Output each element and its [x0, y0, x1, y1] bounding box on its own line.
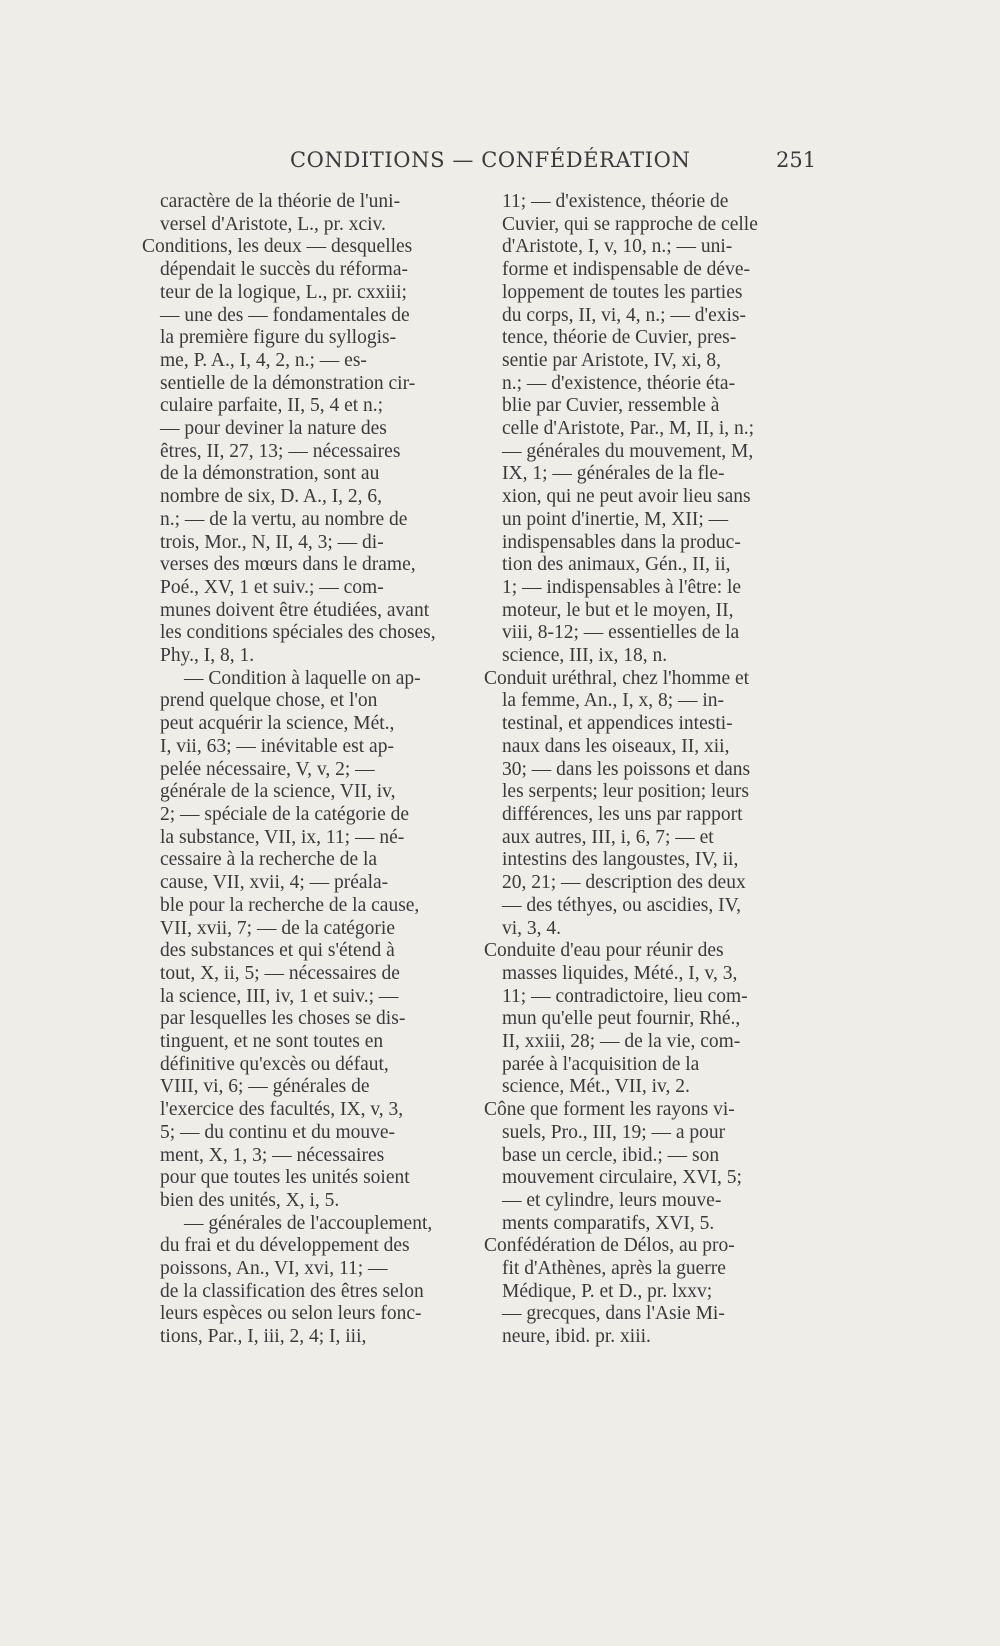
index-line: pour que toutes les unités soient	[160, 1167, 410, 1189]
index-line: suels, Pro., III, 19; — a pour	[502, 1121, 726, 1143]
index-line: versel d'Aristote, L., pr. xciv.	[160, 213, 386, 235]
index-line: par lesquelles les choses se dis-	[160, 1008, 406, 1030]
index-line: aux autres, III, i, 6, 7; — et	[502, 826, 714, 848]
running-head: CONDITIONS — CONFÉDÉRATION	[290, 148, 691, 172]
index-line: science, Mét., VII, iv, 2.	[502, 1076, 690, 1098]
index-entry-start: Conduite d'eau pour réunir des	[484, 940, 724, 962]
index-line: — générales du mouvement, M,	[502, 440, 754, 462]
index-line: sentielle de la démonstration cir-	[160, 372, 416, 394]
index-line: bien des unités, X, i, 5.	[160, 1189, 340, 1211]
index-line: munes doivent être étudiées, avant	[160, 599, 430, 621]
index-line: 11; — contradictoire, lieu com-	[502, 985, 748, 1007]
index-line: celle d'Aristote, Par., M, II, i, n.;	[502, 418, 755, 440]
index-line: n.; — de la vertu, au nombre de	[160, 508, 408, 530]
index-line: êtres, II, 27, 13; — nécessaires	[160, 440, 401, 462]
index-line: culaire parfaite, II, 5, 4 et n.;	[160, 395, 384, 417]
index-line: Cuvier, qui se rapproche de celle	[502, 213, 758, 235]
right-column	[484, 191, 820, 1349]
index-entry-start: Conditions, les deux — desquelles	[142, 236, 413, 258]
index-line: définitive qu'excès ou défaut,	[160, 1053, 389, 1075]
index-line: d'Aristote, I, v, 10, n.; — uni-	[502, 236, 733, 258]
index-line: tout, X, ii, 5; — nécessaires de	[160, 962, 400, 984]
index-line: la substance, VII, ix, 11; — né-	[160, 826, 405, 848]
index-line: des substances et qui s'étend à	[160, 940, 395, 962]
index-line: cause, VII, xvii, 4; — préala-	[160, 872, 389, 894]
index-line: vi, 3, 4.	[502, 917, 562, 939]
index-line: IX, 1; — générales de la fle-	[502, 463, 725, 485]
index-line: tence, théorie de Cuvier, pres-	[502, 327, 737, 349]
index-line: l'exercice des facultés, IX, v, 3,	[160, 1099, 404, 1121]
index-line: les conditions spéciales des choses,	[160, 622, 436, 644]
index-line: indispensables dans la produc-	[502, 531, 741, 553]
index-line: sentie par Aristote, IV, xi, 8,	[502, 349, 721, 371]
index-line: de la classification des êtres selon	[160, 1280, 424, 1302]
index-line: viii, 8-12; — essentielles de la	[502, 622, 740, 644]
index-line: teur de la logique, L., pr. cxxiii;	[160, 281, 407, 303]
index-line: leurs espèces ou selon leurs fonc-	[160, 1303, 422, 1325]
index-line: poissons, An., VI, xvi, 11; —	[160, 1258, 388, 1280]
index-line: testinal, et appendices intesti-	[502, 713, 733, 735]
index-line: peut acquérir la science, Mét.,	[160, 713, 395, 735]
index-line: — et cylindre, leurs mouve-	[502, 1189, 722, 1211]
left-column	[142, 191, 480, 1349]
index-line: dépendait le succès du réforma-	[160, 259, 408, 281]
index-line: prend quelque chose, et l'on	[160, 690, 378, 712]
index-line: forme et indispensable de déve-	[502, 259, 750, 281]
index-line: nombre de six, D. A., I, 2, 6,	[160, 486, 383, 508]
index-line: base un cercle, ibid.; — son	[502, 1144, 720, 1166]
index-line: mun qu'elle peut fournir, Rhé.,	[502, 1008, 741, 1030]
page-header	[0, 148, 1000, 188]
index-line: II, xxiii, 28; — de la vie, com-	[502, 1031, 741, 1053]
index-line: — une des — fondamentales de	[160, 304, 410, 326]
index-line: verses des mœurs dans le drame,	[160, 554, 416, 576]
index-line: ments comparatifs, XVI, 5.	[502, 1212, 715, 1234]
page-number: 251	[776, 148, 817, 172]
index-line: naux dans les oiseaux, II, xii,	[502, 735, 730, 757]
index-line: les serpents; leur position; leurs	[502, 781, 749, 803]
index-line: fit d'Athènes, après la guerre	[502, 1258, 726, 1280]
index-line: mouvement circulaire, XVI, 5;	[502, 1167, 742, 1189]
index-line: VIII, vi, 6; — générales de	[160, 1076, 370, 1098]
index-line: du frai et du développement des	[160, 1235, 410, 1257]
index-line: me, P. A., I, 4, 2, n.; — es-	[160, 349, 367, 371]
index-line: la science, III, iv, 1 et suiv.; —	[160, 985, 399, 1007]
index-line: Médique, P. et D., pr. lxxv;	[502, 1280, 713, 1302]
index-line: ble pour la recherche de la cause,	[160, 894, 420, 916]
index-line: tions, Par., I, iii, 2, 4; I, iii,	[160, 1326, 367, 1348]
index-line: — pour deviner la nature des	[160, 418, 387, 440]
index-line: pelée nécessaire, V, v, 2; —	[160, 758, 375, 780]
index-line: neure, ibid. pr. xiii.	[502, 1326, 651, 1348]
index-line: — Condition à laquelle on ap-	[184, 667, 421, 689]
index-line: un point d'inertie, M, XII; —	[502, 508, 729, 530]
index-line: 1; — indispensables à l'être: le	[502, 576, 742, 598]
index-line: — grecques, dans l'Asie Mi-	[502, 1303, 725, 1325]
index-line: VII, xvii, 7; — de la catégorie	[160, 917, 395, 939]
index-line: de la démonstration, sont au	[160, 463, 380, 485]
index-entry-start: Confédération de Délos, au pro-	[484, 1235, 735, 1257]
index-line: intestins des langoustes, IV, ii,	[502, 849, 739, 871]
index-line: 2; — spéciale de la catégorie de	[160, 803, 410, 825]
index-line: cessaire à la recherche de la	[160, 849, 378, 871]
index-line: la première figure du syllogis-	[160, 327, 397, 349]
index-line: xion, qui ne peut avoir lieu sans	[502, 486, 751, 508]
index-line: différences, les uns par rapport	[502, 803, 743, 825]
index-line: Poé., XV, 1 et suiv.; — com-	[160, 576, 384, 598]
index-line: générale de la science, VII, iv,	[160, 781, 396, 803]
index-line: — générales de l'accouplement,	[184, 1212, 433, 1234]
index-entry-start: Cône que forment les rayons vi-	[484, 1099, 735, 1121]
index-entry-start: Conduit uréthral, chez l'homme et	[484, 667, 750, 689]
index-line: tion des animaux, Gén., II, ii,	[502, 554, 731, 576]
index-line: 20, 21; — description des deux	[502, 872, 746, 894]
index-line: n.; — d'existence, théorie éta-	[502, 372, 736, 394]
index-line: tinguent, et ne sont toutes en	[160, 1031, 384, 1053]
index-line: 5; — du continu et du mouve-	[160, 1121, 396, 1143]
index-line: masses liquides, Mété., I, v, 3,	[502, 962, 738, 984]
index-line: science, III, ix, 18, n.	[502, 645, 668, 667]
index-line: moteur, le but et le moyen, II,	[502, 599, 734, 621]
index-line: caractère de la théorie de l'uni-	[160, 191, 401, 212]
index-line: du corps, II, vi, 4, n.; — d'exis-	[502, 304, 746, 326]
index-line: parée à l'acquisition de la	[502, 1053, 700, 1075]
index-line: I, vii, 63; — inévitable est ap-	[160, 735, 394, 757]
index-line: Phy., I, 8, 1.	[160, 645, 255, 667]
index-line: 30; — dans les poissons et dans	[502, 758, 751, 780]
index-line: 11; — d'existence, théorie de	[502, 191, 729, 212]
index-line: loppement de toutes les parties	[502, 281, 743, 303]
index-line: trois, Mor., N, II, 4, 3; — di-	[160, 531, 384, 553]
index-line: ment, X, 1, 3; — nécessaires	[160, 1144, 385, 1166]
index-line: — des téthyes, ou ascidies, IV,	[502, 894, 742, 916]
index-line: la femme, An., I, x, 8; — in-	[502, 690, 725, 712]
index-line: blie par Cuvier, ressemble à	[502, 395, 720, 417]
